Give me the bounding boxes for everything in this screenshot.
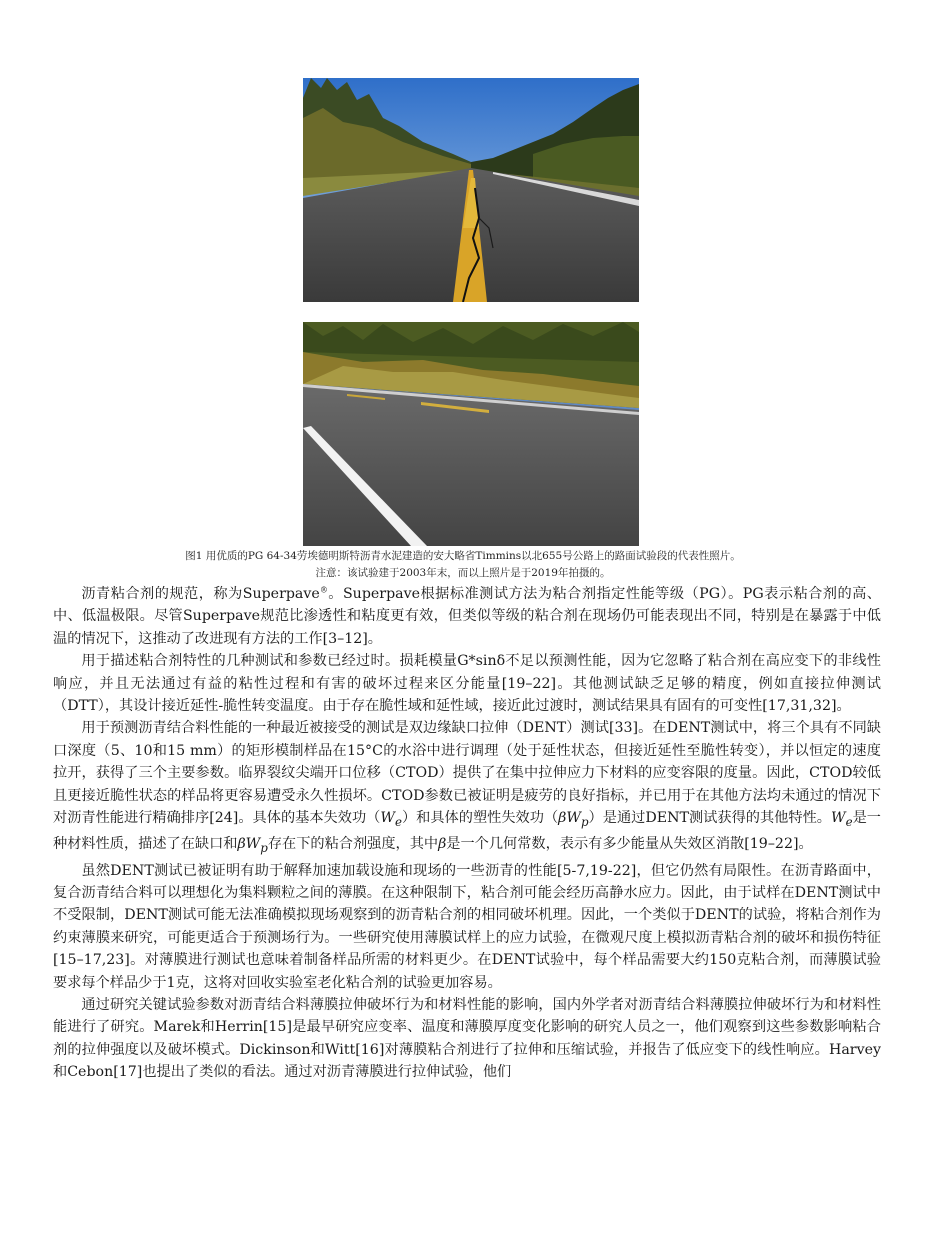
math-we-2 — [830, 810, 853, 829]
road-photo-edge-line — [303, 322, 639, 546]
math-subscript: p — [260, 841, 268, 856]
paragraph-1-text-cont: 。Superpave根据标准测试方法为粘合剂指定性能等级（PG）。PG表示粘合剂的高、中、低温极限。尽管Superpave规范比渗透性和粘度更有效，但类似等级的粘合剂在现场仍可能表现出不同，特别是在暴露于中低温的情况下，这推动了改进现有方法的工作[3–12]。 — [53, 586, 881, 647]
math-subscript: e — [394, 814, 402, 829]
registered-mark: ® — [319, 585, 328, 595]
paragraph-1-text: 沥青粘合剂的规范，称为Superpave — [81, 586, 320, 602]
paragraph-3-text-5: 存在下的粘合剂强度，其中 — [267, 836, 439, 853]
paragraph-3-text-3: ）是通过DENT测试获得的其他特性。 — [588, 810, 831, 827]
math-symbol: βW — [558, 810, 581, 827]
math-beta: β — [438, 836, 447, 853]
figure-caption-note: 注意：该试验建于2003年末，而以上照片是于2019年拍摄的。 — [315, 567, 611, 579]
paragraph-5: 通过研究关键试验参数对沥青结合料薄膜拉伸破坏行为和材料性能的影响，国内外学者对沥青结合料薄膜拉伸破坏行为和材料性能进行了研究。Marek和Herrin[15]是最早研究应变率、温度和薄膜厚度变化影响的研究人员之一，他们观察到这些参数影响粘合剂的拉伸强度以及破坏模式。Dickinson和Witt[16]对薄膜粘合剂进行了拉伸和压缩试验，并报告了低应变下的线性响应。Harvey和Cebon[17]也提出了类似的看法。通过对沥青薄膜进行拉伸试验，他们 — [53, 996, 881, 1081]
math-symbol: W — [380, 810, 395, 827]
figure-caption: 图1 用优质的PG 64-34劳埃德明斯特沥青水泥建造的安大略省Timmins以北655号公路上的路面试验段的代表性照片。 — [185, 550, 741, 562]
road-photo-cracked-centerline — [303, 78, 639, 302]
paragraph-3-text-2: ）和具体的塑性失效功（ — [401, 810, 559, 827]
paragraph-4: 虽然DENT测试已被证明有助于解释加速加载设施和现场的一些沥青的性能[5-7,19-22]，但它仍然有局限性。在沥青路面中，复合沥青结合料可以理想化为集料颗粒之间的薄膜。在这种限制下，粘合剂可能会经历高静水应力。因此，由于试样在DENT测试中不受限制，DENT测试可能无法准确模拟现场观察到的沥青粘合剂的相同破坏机理。因此，一个类似于DENT的试验，将粘合剂作为约束薄膜来研究，可能更适合于预测场行为。一些研究使用薄膜试样上的应力试验，在微观尺度上模拟沥青粘合剂的破坏和损伤特征[15–17,23]。对薄膜进行测试也意味着制备样品所需的材料更少。在DENT试验中，每个样品需要大约150克粘合剂，而薄膜试验要求每个样品少于1克，这将对回收实验室老化粘合剂的试验更加容易。 — [53, 862, 881, 991]
math-beta-wp — [558, 810, 589, 829]
math-subscript: e — [845, 814, 853, 829]
paragraph-3 — [53, 717, 881, 859]
paragraph-1 — [53, 583, 881, 650]
math-symbol: βW — [237, 836, 261, 853]
article-body — [53, 583, 881, 1084]
paragraph-3-text-6: 是一个几何常数，表示有多少能量从失效区消散[19–22]。 — [446, 836, 813, 853]
paragraph-3-text: 用于预测沥青结合料性能的一种最近被接受的测试是双边缘缺口拉伸（DENT）测试[33]。在DENT测试中，将三个具有不同缺口深度（5、10和15 mm）的矩形模制样品在15°C的水浴中进行调理（处于延性状态，但接近延性至脆性转变），并以恒定的速度拉开，获得了三个主要参数。临界裂纹尖端开口位移（CTOD）提供了在集中拉伸应力下材料的应变容限的度量。因此，CTOD较低且更接近脆性状态的样品将更容易遭受永久性损坏。CTOD参数已被证明是疲劳的良好指标，并已用于在其他方法均未通过的情况下对沥青性能进行精确排序[24]。具体的基本失效功（ — [53, 720, 881, 827]
math-subscript: p — [580, 814, 589, 829]
math-symbol: W — [830, 810, 846, 827]
math-we — [380, 810, 402, 829]
paragraph-2: 用于描述粘合剂特性的几种测试和参数已经过时。损耗模量G*sinδ不足以预测性能，因为它忽略了粘合剂在高应变下的非线性响应，并且无法通过有益的粘性过程和有害的破坏过程来区分能量[19–22]。其他测试缺乏足够的精度，例如直接拉伸测试（DTT），其设计接近延性-脆性转变温度。由于存在脆性域和延性域，接近此过渡时，测试结果具有固有的可变性[17,31,32]。 — [53, 653, 881, 715]
math-beta-wp-2 — [237, 836, 268, 856]
paragraph-3-text-4: 是一种材料性质，描述了在缺口和 — [53, 810, 881, 853]
road-photo-2-image — [303, 322, 639, 546]
road-photo-1-image — [303, 78, 639, 302]
